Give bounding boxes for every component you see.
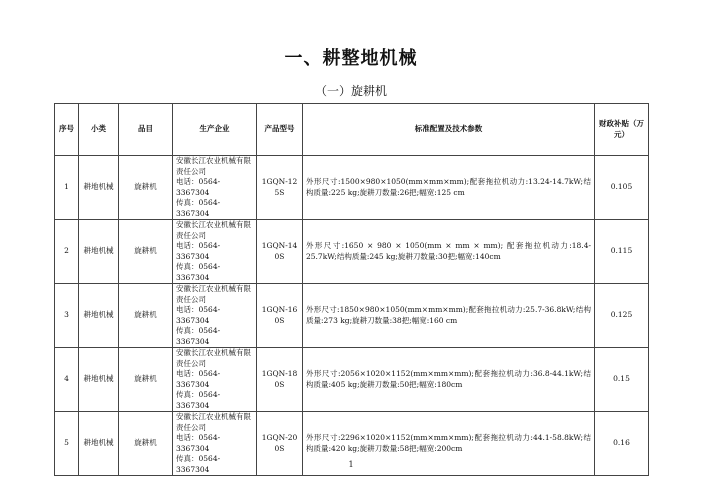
cell-item: 旋耕机: [119, 284, 173, 348]
cell-company: [173, 220, 257, 284]
cell-spec: 外形尺寸:1500×980×1050(mm×mm×mm);配套拖拉机动力:13.24-14.7kW;结构质量:225 kg;旋耕刀数量:26把;幅宽:125 cm: [303, 156, 595, 220]
header-company: 生产企业: [173, 104, 257, 156]
header-subsidy: 财政补贴（万元）: [595, 104, 649, 156]
cell-seq: 1: [55, 156, 79, 220]
cell-company: [173, 156, 257, 220]
company-name: 安徽长江农业机械有限责任公司: [176, 220, 251, 240]
cell-item: 旋耕机: [119, 412, 173, 476]
section-subtitle: （一）旋耕机: [314, 84, 387, 98]
cell-subcategory: 耕地机械: [79, 156, 119, 220]
cell-spec: 外形尺寸:2296×1020×1152(mm×mm×mm);配套拖拉机动力:44.1-58.8kW;结构质量:420 kg;旋耕刀数量:58把;幅宽:200cm: [303, 412, 595, 476]
cell-item: 旋耕机: [119, 348, 173, 412]
company-fax: 传真：0564-3367304: [176, 198, 221, 218]
cell-subsidy: 0.115: [595, 220, 649, 284]
cell-model: 1GQN-200S: [257, 412, 303, 476]
company-name: 安徽长江农业机械有限责任公司: [176, 412, 251, 432]
cell-subsidy: 0.16: [595, 412, 649, 476]
table-row: [55, 284, 649, 348]
cell-subcategory: 耕地机械: [79, 412, 119, 476]
company-fax: 传真：0564-3367304: [176, 326, 221, 346]
cell-model: 1GQN-140S: [257, 220, 303, 284]
company-name: 安徽长江农业机械有限责任公司: [176, 156, 251, 176]
company-fax: 传真：0564-3367304: [176, 454, 221, 474]
table-row: [55, 156, 649, 220]
page-title: 一、耕整地机械: [284, 48, 418, 69]
cell-subsidy: 0.125: [595, 284, 649, 348]
cell-spec: 外形尺寸:1650 × 980 × 1050(mm × mm × mm); 配套拖拉机动力:18.4-25.7kW;结构质量:245 kg;旋耕刀数量:30把;幅宽:140cm: [303, 220, 595, 284]
header-subcategory: 小类: [79, 104, 119, 156]
cell-seq: 2: [55, 220, 79, 284]
company-phone: 电话：0564-3367304: [176, 241, 221, 261]
company-phone: 电话：0564-3367304: [176, 177, 221, 197]
company-phone: 电话：0564-3367304: [176, 433, 221, 453]
cell-spec: 外形尺寸:1850×980×1050(mm×mm×mm);配套拖拉机动力:25.7-36.8kW;结构质量:273 kg;旋耕刀数量:38把;幅宽:160 cm: [303, 284, 595, 348]
cell-spec: 外形尺寸:2056×1020×1152(mm×mm×mm);配套拖拉机动力:36.8-44.1kW;结构质量:405 kg;旋耕刀数量:50把;幅宽:180cm: [303, 348, 595, 412]
cell-seq: 5: [55, 412, 79, 476]
table-row: [55, 220, 649, 284]
cell-subcategory: 耕地机械: [79, 284, 119, 348]
cell-subsidy: 0.15: [595, 348, 649, 412]
header-model: 产品型号: [257, 104, 303, 156]
company-name: 安徽长江农业机械有限责任公司: [176, 348, 251, 368]
cell-item: 旋耕机: [119, 220, 173, 284]
cell-company: [173, 284, 257, 348]
cell-model: 1GQN-125S: [257, 156, 303, 220]
company-fax: 传真：0564-3367304: [176, 390, 221, 410]
header-spec: 标准配置及技术参数: [303, 104, 595, 156]
cell-model: 1GQN-160S: [257, 284, 303, 348]
cell-subcategory: 耕地机械: [79, 348, 119, 412]
cell-subcategory: 耕地机械: [79, 220, 119, 284]
header-seq: 序号: [55, 104, 79, 156]
company-fax: 传真：0564-3367304: [176, 262, 221, 282]
header-item: 品目: [119, 104, 173, 156]
cell-model: 1GQN-180S: [257, 348, 303, 412]
cell-company: [173, 348, 257, 412]
page-number: 1: [348, 460, 354, 469]
cell-seq: 4: [55, 348, 79, 412]
company-phone: 电话：0564-3367304: [176, 305, 221, 325]
table-row: [55, 348, 649, 412]
subsidy-table: [54, 103, 649, 476]
cell-subsidy: 0.105: [595, 156, 649, 220]
cell-seq: 3: [55, 284, 79, 348]
table-header-row: [55, 104, 649, 156]
cell-item: 旋耕机: [119, 156, 173, 220]
company-phone: 电话：0564-3367304: [176, 369, 221, 389]
company-name: 安徽长江农业机械有限责任公司: [176, 284, 251, 304]
